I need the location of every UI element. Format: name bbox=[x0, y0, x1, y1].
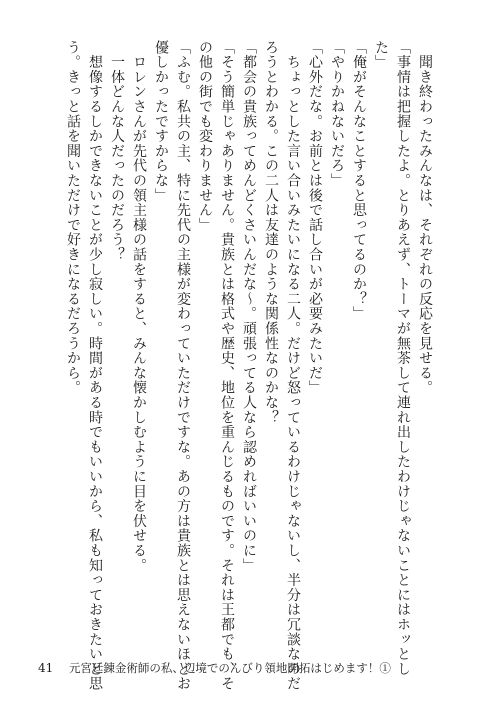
text-line: 想像するしかできないことが少し寂しい。時間がある時でもいいから、私も知っておきたいと思 bbox=[87, 40, 103, 692]
text-line: 「心外だな。お前とは後で話し合いが必要みたいだ」 bbox=[307, 40, 323, 396]
text-line: 「ふむ。私共の主、特に先代の主様が変わっていただけですな。あの方は貴族とは思えないほどお bbox=[175, 40, 191, 692]
text-line: 「やりかねないだろ」 bbox=[329, 40, 345, 188]
text-line: ロレンさんが先代の領主様の話をすると、みんな懐かしむように目を伏せる。 bbox=[131, 40, 147, 573]
text-line: の他の街でも変わりません」 bbox=[197, 40, 213, 233]
page-number: 41 bbox=[38, 661, 54, 675]
text-line: 聞き終わったみんなは、それぞれの反応を見せる。 bbox=[417, 40, 433, 396]
book-title: 元宮廷錬金術師の私、辺境でのんびり領地開拓はじめます！① bbox=[68, 661, 391, 675]
text-line: 一体どんな人だったのだろう？ bbox=[109, 40, 125, 262]
text-line: ちょっとした言い合いみたいになる二人。だけど怒っているわけじゃないし、半分は冗談なのだ bbox=[285, 40, 301, 692]
text-line: う。きっと話を聞いただけで好きになるだろうから。 bbox=[65, 40, 81, 396]
page-footer bbox=[38, 660, 391, 676]
text-line: た」 bbox=[373, 40, 389, 70]
text-line: 「俺がそんなことすると思ってるのか？」 bbox=[351, 40, 367, 322]
text-line: 優しかったですからな」 bbox=[153, 40, 169, 203]
text-line: ろうとわかる。この二人は友達のような関係性なのかな？ bbox=[263, 40, 279, 425]
text-line: 「そう簡単じゃありません。貴族とは格式や歴史、地位を重んじるものです。それは王都でも、そ bbox=[219, 40, 235, 692]
text-line: 「都会の貴族ってめんどくさいんだな～。頑張ってる人なら認めればいいのに」 bbox=[241, 40, 257, 573]
text-line: 「事情は把握したよ。とりあえず、トーマが無茶して連れ出したわけじゃないことにはホッとし bbox=[395, 40, 411, 677]
